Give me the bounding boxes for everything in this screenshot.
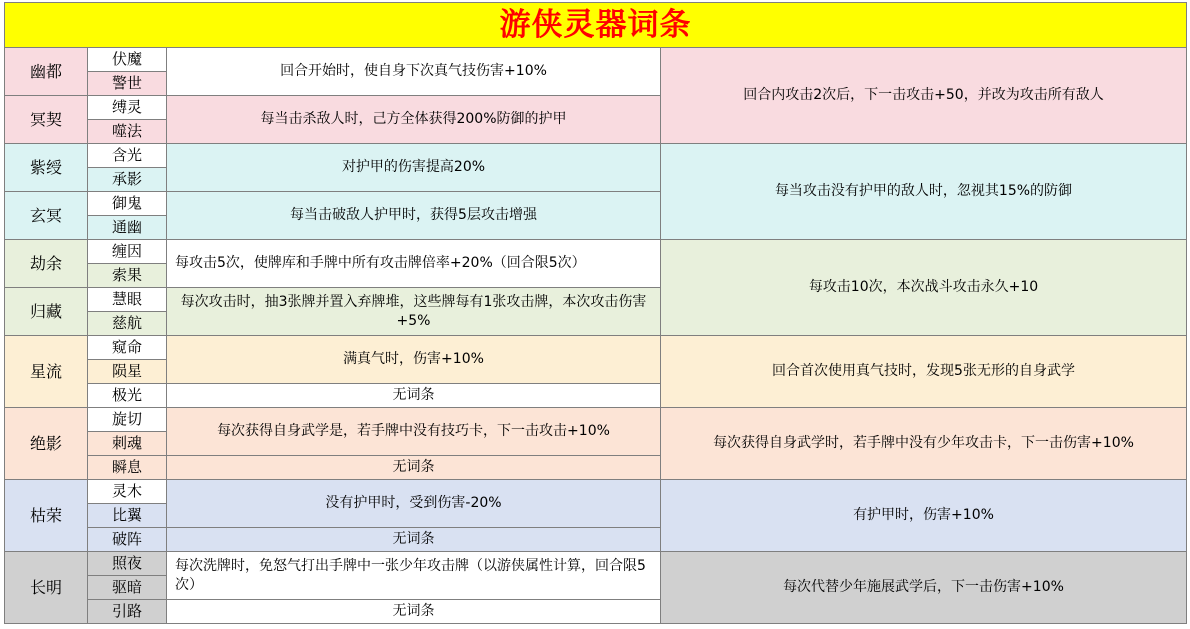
sub-name: 破阵 [88, 528, 167, 552]
set-effect-cell: 每次获得自身武学时，若手牌中没有少年攻击卡，下一击伤害+10% [661, 408, 1187, 480]
sub-name: 含光 [88, 144, 167, 168]
effect-cell: 回合开始时，使自身下次真气技伤害+10% [167, 48, 661, 96]
sub-name: 噬法 [88, 120, 167, 144]
no-affix-cell: 无词条 [167, 528, 661, 552]
set-effect-cell: 每攻击10次，本次战斗攻击永久+10 [661, 240, 1187, 336]
sub-name: 慈航 [88, 312, 167, 336]
affix-table [4, 2, 1187, 624]
effect-cell: 每次攻击时，抽3张牌并置入弃牌堆，这些牌每有1张攻击牌，本次攻击伤害+5% [167, 288, 661, 336]
set-effect-cell: 有护甲时，伤害+10% [661, 480, 1187, 552]
sub-name: 缚灵 [88, 96, 167, 120]
sub-name: 灵木 [88, 480, 167, 504]
set-effect-cell: 每当攻击没有护甲的敌人时，忽视其15%的防御 [661, 144, 1187, 240]
sub-name: 索果 [88, 264, 167, 288]
set-effect-cell: 回合首次使用真气技时，发现5张无形的自身武学 [661, 336, 1187, 408]
set-effect-cell: 每次代替少年施展武学后，下一击伤害+10% [661, 552, 1187, 624]
sub-name: 伏魔 [88, 48, 167, 72]
set-effect-cell: 回合内攻击2次后，下一击攻击+50，并改为攻击所有敌人 [661, 48, 1187, 144]
group-name: 绝影 [5, 408, 88, 480]
no-affix-cell: 无词条 [167, 456, 661, 480]
group-name: 幽都 [5, 48, 88, 96]
sub-name: 警世 [88, 72, 167, 96]
sub-name: 慧眼 [88, 288, 167, 312]
effect-cell: 满真气时，伤害+10% [167, 336, 661, 384]
sub-name: 引路 [88, 600, 167, 624]
sub-name: 刺魂 [88, 432, 167, 456]
sub-name: 瞬息 [88, 456, 167, 480]
effect-cell: 每当击破敌人护甲时，获得5层攻击增强 [167, 192, 661, 240]
effect-cell: 每当击杀敌人时，己方全体获得200%防御的护甲 [167, 96, 661, 144]
sub-name: 极光 [88, 384, 167, 408]
sub-name: 照夜 [88, 552, 167, 576]
sub-name: 陨星 [88, 360, 167, 384]
sub-name: 驱暗 [88, 576, 167, 600]
effect-cell: 对护甲的伤害提高20% [167, 144, 661, 192]
group-name: 紫绶 [5, 144, 88, 192]
effect-cell: 每次洗牌时，免怒气打出手牌中一张少年攻击牌（以游侠属性计算，回合限5次） [167, 552, 661, 600]
no-affix-cell: 无词条 [167, 384, 661, 408]
effect-cell: 没有护甲时，受到伤害-20% [167, 480, 661, 528]
effect-cell: 每次获得自身武学是，若手牌中没有技巧卡，下一击攻击+10% [167, 408, 661, 456]
group-name: 枯荣 [5, 480, 88, 552]
group-name: 星流 [5, 336, 88, 408]
sub-name: 比翼 [88, 504, 167, 528]
sub-name: 御鬼 [88, 192, 167, 216]
sub-name: 旋切 [88, 408, 167, 432]
group-name: 玄冥 [5, 192, 88, 240]
table-title: 游侠灵器词条 [5, 3, 1187, 48]
group-name: 归藏 [5, 288, 88, 336]
effect-cell: 每攻击5次，使牌库和手牌中所有攻击牌倍率+20%（回合限5次） [167, 240, 661, 288]
no-affix-cell: 无词条 [167, 600, 661, 624]
group-name: 长明 [5, 552, 88, 624]
sub-name: 窥命 [88, 336, 167, 360]
group-name: 劫余 [5, 240, 88, 288]
sub-name: 通幽 [88, 216, 167, 240]
sub-name: 承影 [88, 168, 167, 192]
sub-name: 缠因 [88, 240, 167, 264]
group-name: 冥契 [5, 96, 88, 144]
